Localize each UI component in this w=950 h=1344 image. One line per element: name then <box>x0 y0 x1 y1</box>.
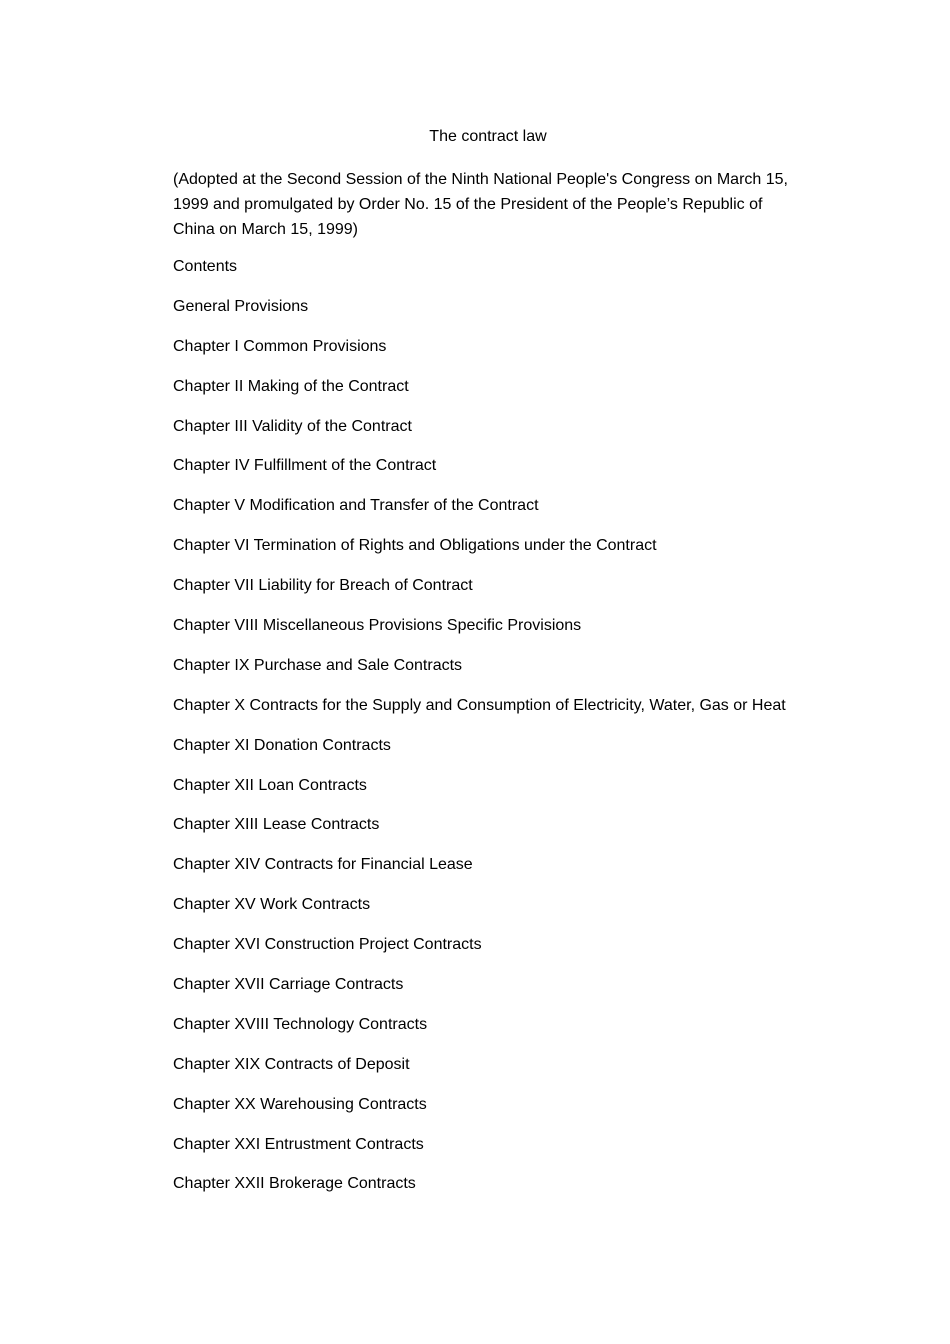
toc-item: Chapter I Common Provisions <box>173 337 387 355</box>
toc-heading: Contents <box>173 258 238 275</box>
toc-item: General Provisions <box>173 297 309 315</box>
toc-item: Chapter III Validity of the Contract <box>173 417 412 435</box>
toc-item: Chapter XXI Entrustment Contracts <box>173 1135 424 1153</box>
toc-item: Chapter XVII Carriage Contracts <box>173 976 404 994</box>
toc-item: Chapter XX Warehousing Contracts <box>173 1095 427 1113</box>
toc-item: Chapter X Contracts for the Supply and Consumption of Electricity, Water, Gas or Heat <box>173 696 786 714</box>
toc-item: Chapter VI Termination of Rights and Obligations under the Contract <box>173 537 657 555</box>
toc-item: Chapter XI Donation Contracts <box>173 736 391 754</box>
toc-item: Chapter V Modification and Transfer of the Contract <box>173 497 539 515</box>
toc-item: Chapter VIII Miscellaneous Provisions Specific Provisions <box>173 617 582 635</box>
toc-item: Chapter XXII Brokerage Contracts <box>173 1175 416 1193</box>
toc-item: Chapter XIX Contracts of Deposit <box>173 1055 410 1073</box>
toc-item: Chapter IV Fulfillment of the Contract <box>173 457 437 475</box>
toc-item: Chapter XII Loan Contracts <box>173 776 367 794</box>
toc-item: Chapter XV Work Contracts <box>173 896 371 914</box>
adoption-note: (Adopted at the Second Session of the Ninth National People's Congress on March 15, 1999 and promulgated by Order No. 15 of the President of the People’s Republic of China on March 15, 1999) <box>173 171 788 238</box>
toc-item: Chapter IX Purchase and Sale Contracts <box>173 656 463 674</box>
document-title: The contract law <box>429 128 547 145</box>
toc-item: Chapter XVIII Technology Contracts <box>173 1015 428 1033</box>
table-of-contents <box>173 257 833 1214</box>
toc-item: Chapter XIV Contracts for Financial Lease <box>173 856 473 874</box>
toc-item: Chapter XIII Lease Contracts <box>173 816 380 834</box>
toc-item: Chapter VII Liability for Breach of Contract <box>173 577 473 595</box>
toc-item: Chapter II Making of the Contract <box>173 377 409 395</box>
toc-item: Chapter XVI Construction Project Contracts <box>173 936 482 954</box>
